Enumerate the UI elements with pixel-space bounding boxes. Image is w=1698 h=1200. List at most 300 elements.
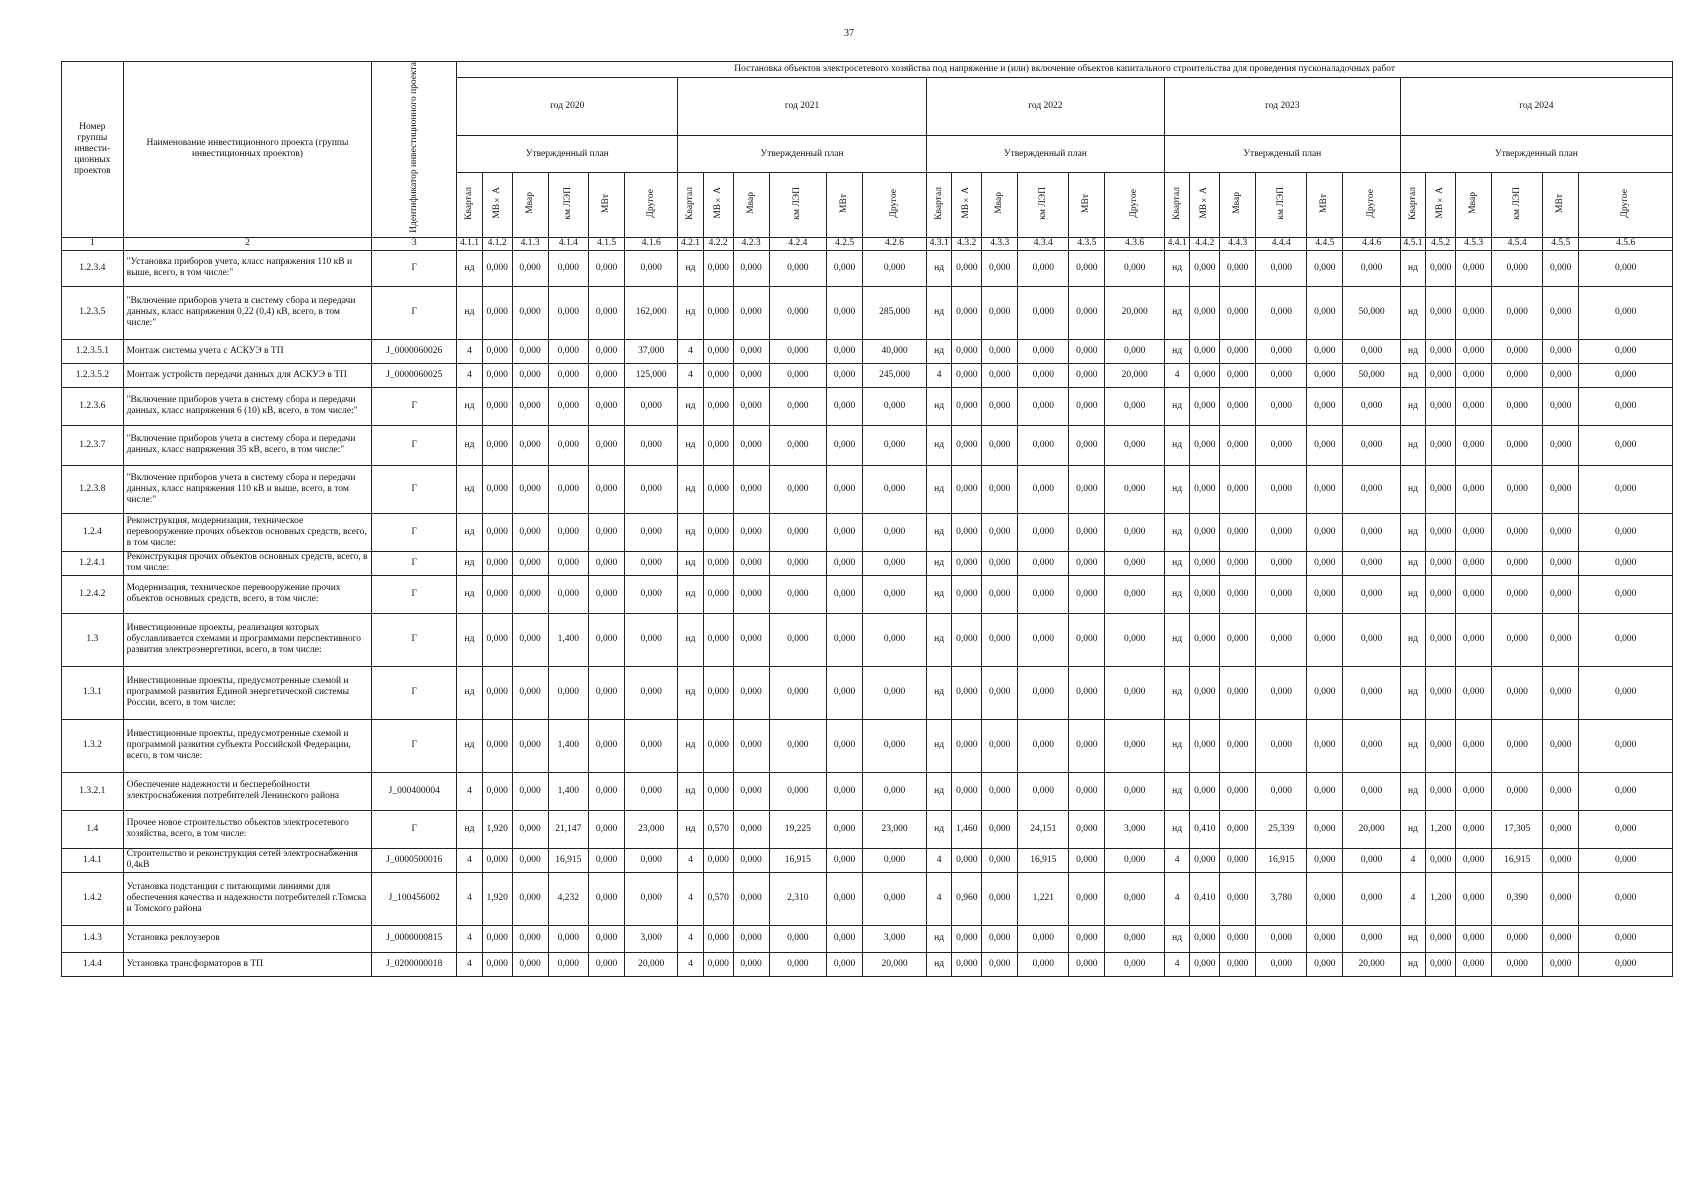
row-identifier: Г [372,810,457,848]
data-cell: нд [1164,250,1190,286]
data-cell: 0,000 [1256,575,1307,613]
data-cell: 0,000 [827,925,863,952]
data-cell: 0,000 [1456,810,1492,848]
data-cell: нд [926,719,952,772]
header-year-2024: год 2024 [1400,78,1672,136]
data-cell: нд [678,551,704,575]
data-cell: 0,000 [482,513,512,551]
data-cell: 0,000 [1256,952,1307,976]
data-cell: 0,000 [769,425,826,465]
header-subcol-text: Другое [645,188,656,218]
data-cell: 0,000 [703,952,733,976]
data-cell: 0,000 [733,613,769,666]
data-cell: 0,000 [1492,425,1543,465]
data-cell: 0,000 [512,387,548,425]
row-project-name: Установка подстанции с питающими линиями для обеспечения качества и надежности потребителей г.Томска и Томского района [123,872,372,925]
row-project-name: Инвестиционные проекты, предусмотренные схемой и программой развития Единой энергетической системы России, всего, в том числе: [123,666,372,719]
data-cell: нд [1400,666,1426,719]
data-cell: 0,000 [982,387,1018,425]
data-cell: нд [457,387,483,425]
row-identifier: Г [372,286,457,339]
data-cell: 0,000 [1018,339,1069,363]
data-cell: 0,000 [1256,425,1307,465]
data-cell: 0,000 [1579,848,1673,872]
header-plan-2023: Утвержденый план [1164,135,1400,173]
header-subcol-text: Квартал [464,186,474,220]
data-cell: 0,000 [1492,363,1543,387]
data-cell: 0,000 [512,513,548,551]
data-cell: нд [926,286,952,339]
table-row [62,575,1673,613]
data-cell: 0,000 [548,465,588,513]
data-cell: 4,232 [548,872,588,925]
data-cell: 0,000 [548,666,588,719]
data-cell: 0,000 [863,613,927,666]
data-cell: 0,000 [1190,575,1220,613]
data-cell: 0,000 [512,286,548,339]
data-cell: 0,000 [1579,513,1673,551]
data-cell: 0,000 [703,425,733,465]
data-cell: 0,000 [1069,575,1105,613]
data-cell: 0,000 [1105,551,1165,575]
data-cell: 0,000 [589,551,625,575]
data-cell: 1,200 [1426,810,1456,848]
row-number: 1.4.4 [62,952,124,976]
table-row [62,286,1673,339]
data-cell: 0,000 [1220,513,1256,551]
data-cell: нд [1164,513,1190,551]
data-cell: 0,000 [952,513,982,551]
header-subcol-text: Другое [1620,188,1631,218]
header-subcol [548,173,588,237]
header-subcol [703,173,733,237]
data-cell: нд [1400,772,1426,810]
header-plan-2021: Утвержденный план [678,135,927,173]
data-cell: 0,000 [769,465,826,513]
column-number: 4.5.1 [1400,237,1426,250]
header-subcol-text: МВт [839,193,850,213]
row-number: 1.2.4.2 [62,575,124,613]
data-cell: 0,000 [827,810,863,848]
data-cell: 0,000 [1543,872,1579,925]
data-cell: 0,000 [1343,339,1400,363]
data-cell: 0,000 [863,772,927,810]
data-cell: 0,000 [1105,250,1165,286]
data-cell: 0,000 [1426,513,1456,551]
header-subcol [1492,173,1543,237]
data-cell: 0,000 [1307,613,1343,666]
data-cell: 19,225 [769,810,826,848]
row-project-name: Инвестиционные проекты, реализация которых обуславливается схемами и программами перспективного развития электроэнергетики, всего, в том числе: [123,613,372,666]
data-cell: 245,000 [863,363,927,387]
header-subcol [1190,173,1220,237]
data-cell: нд [1164,465,1190,513]
data-cell: 0,000 [1069,363,1105,387]
data-cell: 0,000 [1343,250,1400,286]
data-cell: 0,000 [1343,772,1400,810]
header-subcol [482,173,512,237]
data-cell: 0,000 [952,719,982,772]
data-cell: 0,000 [769,551,826,575]
data-cell: 0,000 [1190,719,1220,772]
data-cell: нд [1400,952,1426,976]
data-cell: 0,000 [589,772,625,810]
data-cell: 0,000 [1343,848,1400,872]
data-cell: 0,000 [1543,387,1579,425]
header-subcol [733,173,769,237]
data-cell: 1,920 [482,872,512,925]
data-cell: 285,000 [863,286,927,339]
data-cell: 0,000 [733,872,769,925]
data-cell: 20,000 [625,952,678,976]
data-cell: 0,000 [1069,465,1105,513]
data-cell: 0,000 [1343,925,1400,952]
data-cell: 0,000 [1220,387,1256,425]
header-plan-2022: Утвержденный план [926,135,1164,173]
data-cell: 0,000 [1579,872,1673,925]
data-cell: 0,000 [1105,952,1165,976]
data-cell: 0,000 [1105,872,1165,925]
data-cell: 0,000 [863,425,927,465]
data-cell: 0,000 [589,848,625,872]
data-cell: 0,390 [1492,872,1543,925]
data-cell: нд [926,339,952,363]
row-identifier: J_0000060026 [372,339,457,363]
data-cell: 0,000 [1069,551,1105,575]
data-cell: 125,000 [625,363,678,387]
data-cell: 0,000 [625,465,678,513]
data-cell: нд [1164,575,1190,613]
data-cell: 0,000 [1307,551,1343,575]
data-cell: 0,000 [827,513,863,551]
data-cell: 4 [926,363,952,387]
data-cell: нд [678,513,704,551]
data-cell: нд [678,465,704,513]
data-cell: 0,000 [827,772,863,810]
data-cell: 0,000 [1543,286,1579,339]
data-cell: 0,000 [482,772,512,810]
data-cell: 0,000 [769,250,826,286]
data-cell: 16,915 [1018,848,1069,872]
column-number: 4.2.4 [769,237,826,250]
column-number: 4.4.1 [1164,237,1190,250]
data-cell: 0,000 [1492,250,1543,286]
data-cell: 0,000 [1256,513,1307,551]
data-cell: 0,000 [769,613,826,666]
data-cell: 0,000 [1426,952,1456,976]
data-cell: 0,000 [863,551,927,575]
data-cell: 0,000 [1579,286,1673,339]
data-cell: 4 [457,848,483,872]
data-cell: нд [1400,387,1426,425]
data-cell: нд [457,719,483,772]
header-subcol [827,173,863,237]
column-number: 4.4.3 [1220,237,1256,250]
data-cell: 0,000 [769,513,826,551]
data-cell: нд [1164,719,1190,772]
data-cell: 0,000 [1426,575,1456,613]
header-subcol-text: МВт [1081,193,1092,213]
data-cell: 0,000 [863,465,927,513]
data-cell: 0,000 [1069,925,1105,952]
data-cell: 0,000 [625,872,678,925]
row-number: 1.2.3.5 [62,286,124,339]
data-cell: 0,000 [1018,551,1069,575]
header-subcol [512,173,548,237]
data-cell: 0,000 [625,719,678,772]
data-cell: 0,000 [703,339,733,363]
row-number: 1.3.2.1 [62,772,124,810]
column-number: 4.2.2 [703,237,733,250]
data-cell: 0,000 [1018,925,1069,952]
data-cell: 0,000 [482,387,512,425]
data-cell: 0,000 [952,952,982,976]
data-cell: 0,000 [1543,772,1579,810]
data-cell: 0,000 [1190,551,1220,575]
data-cell: 0,000 [1343,387,1400,425]
table-row [62,925,1673,952]
data-cell: 1,400 [548,719,588,772]
data-cell: 0,000 [512,666,548,719]
header-subcol-text: Мвар [524,192,535,214]
data-cell: нд [1400,363,1426,387]
data-cell: 0,000 [733,666,769,719]
data-cell: 0,000 [589,339,625,363]
column-number: 4.1.2 [482,237,512,250]
data-cell: 0,000 [1426,363,1456,387]
data-cell: 0,000 [482,666,512,719]
data-cell: 0,000 [1579,250,1673,286]
data-cell: 0,000 [512,925,548,952]
data-cell: 0,000 [1343,613,1400,666]
data-cell: 0,000 [1018,613,1069,666]
table-row [62,613,1673,666]
data-cell: нд [457,575,483,613]
data-cell: нд [678,425,704,465]
data-cell: 0,000 [1579,810,1673,848]
data-cell: 0,000 [1256,250,1307,286]
data-cell: 20,000 [1343,810,1400,848]
data-cell: 0,000 [1018,286,1069,339]
row-project-name: Обеспечение надежности и бесперебойности электроснабжения потребителей Ленинского района [123,772,372,810]
data-cell: 0,000 [703,575,733,613]
data-cell: 0,000 [703,925,733,952]
data-cell: 0,000 [548,425,588,465]
data-cell: 0,000 [625,551,678,575]
data-cell: нд [1164,666,1190,719]
data-cell: 0,000 [548,363,588,387]
data-cell: 0,000 [1256,339,1307,363]
data-cell: 0,000 [1220,425,1256,465]
header-subcol-text: МВт [1555,193,1566,213]
column-number: 2 [123,237,372,250]
data-cell: 0,000 [827,952,863,976]
data-cell: 0,000 [982,810,1018,848]
data-cell: 0,000 [1579,613,1673,666]
data-cell: 0,000 [1492,465,1543,513]
data-cell: 40,000 [863,339,927,363]
data-cell: нд [678,719,704,772]
header-subcol [863,173,927,237]
row-identifier: J_0200000018 [372,952,457,976]
data-cell: 1,400 [548,613,588,666]
data-cell: 0,000 [1220,286,1256,339]
data-cell: 0,000 [1256,925,1307,952]
column-number: 3 [372,237,457,250]
data-cell: 4 [926,848,952,872]
row-number: 1.4 [62,810,124,848]
data-cell: 0,000 [482,363,512,387]
header-subcol [457,173,483,237]
data-cell: 20,000 [1343,952,1400,976]
data-cell: 0,000 [625,772,678,810]
column-number: 4.1.3 [512,237,548,250]
data-cell: 0,000 [1543,575,1579,613]
row-identifier: Г [372,575,457,613]
data-cell: 4 [457,772,483,810]
row-identifier: Г [372,250,457,286]
data-cell: 0,000 [733,810,769,848]
data-cell: 0,000 [1343,666,1400,719]
data-cell: 0,000 [703,387,733,425]
data-cell: 0,000 [548,925,588,952]
data-cell: 0,000 [827,425,863,465]
data-cell: 0,000 [1069,772,1105,810]
header-subcol [1220,173,1256,237]
data-cell: 0,000 [1256,286,1307,339]
data-cell: 0,000 [589,810,625,848]
data-cell: 0,000 [769,339,826,363]
data-cell: 0,000 [1492,666,1543,719]
row-project-name: Установка реклоузеров [123,925,372,952]
row-identifier: Г [372,613,457,666]
data-cell: 0,000 [1579,339,1673,363]
data-cell: 0,000 [952,286,982,339]
column-number: 1 [62,237,124,250]
data-cell: 0,000 [548,387,588,425]
data-cell: 0,000 [733,551,769,575]
data-cell: 0,000 [1456,513,1492,551]
data-cell: 0,000 [733,772,769,810]
table-row [62,666,1673,719]
row-number: 1.2.3.8 [62,465,124,513]
data-cell: 0,000 [952,575,982,613]
table-row [62,952,1673,976]
data-cell: 0,000 [1190,425,1220,465]
data-cell: 0,000 [1543,363,1579,387]
data-cell: 0,000 [1307,952,1343,976]
data-cell: 0,000 [982,872,1018,925]
data-cell: 0,000 [1256,719,1307,772]
data-cell: 0,000 [1105,575,1165,613]
data-cell: 20,000 [1105,286,1165,339]
data-cell: 0,000 [1579,465,1673,513]
data-cell: 0,000 [589,387,625,425]
data-cell: 0,000 [589,575,625,613]
data-cell: 0,000 [589,613,625,666]
data-cell: нд [926,387,952,425]
data-cell: 0,000 [1456,551,1492,575]
column-number: 4.1.6 [625,237,678,250]
data-cell: 0,000 [1105,772,1165,810]
data-cell: 0,000 [703,772,733,810]
data-cell: 0,000 [827,363,863,387]
data-cell: 0,000 [1256,551,1307,575]
data-cell: 0,000 [1069,513,1105,551]
table-row [62,513,1673,551]
data-cell: 0,000 [1579,575,1673,613]
header-subcol-text: км ЛЭП [1037,186,1048,220]
data-cell: 16,915 [548,848,588,872]
data-cell: 0,000 [1343,513,1400,551]
data-cell: 23,000 [863,810,927,848]
data-cell: 0,000 [733,425,769,465]
header-subcol [625,173,678,237]
data-cell: 0,000 [703,250,733,286]
data-cell: 4 [457,339,483,363]
data-cell: 0,000 [1018,465,1069,513]
header-subcol-text: Мвар [1468,192,1479,214]
row-project-name: "Включение приборов учета в систему сбора и передачи данных, класс напряжения 110 кВ и выше, всего, в том числе:" [123,465,372,513]
data-cell: 3,000 [863,925,927,952]
row-number: 1.2.3.5.1 [62,339,124,363]
data-cell: 0,000 [1256,465,1307,513]
data-cell: 0,000 [512,575,548,613]
data-cell: 0,000 [482,719,512,772]
header-year-2021: год 2021 [678,78,927,136]
data-cell: 0,000 [548,339,588,363]
row-identifier: Г [372,513,457,551]
data-cell: 0,000 [1426,551,1456,575]
data-cell: 0,000 [982,719,1018,772]
column-number: 4.5.3 [1456,237,1492,250]
header-subcol-text: Квартал [1171,186,1182,220]
data-cell: 0,000 [769,952,826,976]
column-number: 4.2.6 [863,237,927,250]
data-cell: 0,000 [589,250,625,286]
data-cell: 0,000 [1069,425,1105,465]
data-cell: 4 [1164,363,1190,387]
data-cell: 0,000 [863,387,927,425]
data-cell: 0,000 [1456,387,1492,425]
column-number: 4.2.3 [733,237,769,250]
data-cell: нд [1164,613,1190,666]
data-cell: 0,000 [1105,513,1165,551]
data-cell: 0,000 [1456,848,1492,872]
data-cell: 0,000 [482,925,512,952]
column-number: 4.3.1 [926,237,952,250]
data-cell: 4 [457,363,483,387]
column-number: 4.5.2 [1426,237,1456,250]
data-cell: 0,000 [703,286,733,339]
data-cell: 0,000 [589,666,625,719]
header-plan-2024: Утвержденный план [1400,135,1672,173]
data-cell: 50,000 [1343,363,1400,387]
data-cell: нд [926,952,952,976]
data-cell: 0,570 [703,872,733,925]
data-cell: 0,000 [1105,666,1165,719]
data-cell: 0,000 [703,551,733,575]
data-cell: 1,460 [952,810,982,848]
data-cell: 1,200 [1426,872,1456,925]
data-cell: нд [926,425,952,465]
header-subcol-text: Квартал [685,186,695,220]
data-cell: 0,000 [625,250,678,286]
data-cell: 0,000 [1307,387,1343,425]
data-cell: 0,000 [1220,719,1256,772]
data-cell: 0,000 [1456,575,1492,613]
column-number: 4.3.6 [1105,237,1165,250]
